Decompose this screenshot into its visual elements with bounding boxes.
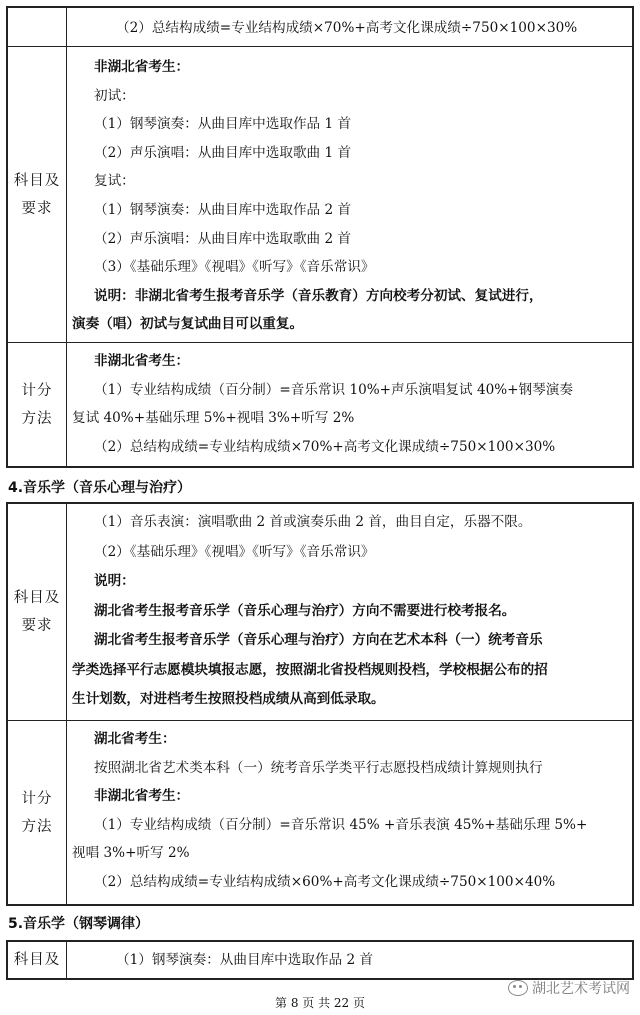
section-4-title: 4.音乐学（音乐心理与治疗） bbox=[8, 480, 192, 496]
content-line: 按照湖北省艺术类本科（一）统考音乐学类平行志愿投档成绩计算规则执行 bbox=[94, 759, 543, 776]
scoring-content bbox=[72, 343, 626, 467]
content-line: （1）钢琴演奏：从曲目库中选取作品 2 首 bbox=[116, 952, 374, 968]
table-row bbox=[8, 8, 632, 46]
label-part: 方法 bbox=[21, 411, 53, 427]
watermark-text: 湖北艺术考试网 bbox=[532, 981, 630, 997]
page-footer: 第 8 页 共 22 页 bbox=[275, 996, 365, 1010]
content-line: 复试： bbox=[94, 173, 135, 190]
subjects-label: 科目及 bbox=[8, 942, 67, 978]
content-line: 非湖北省考生： bbox=[94, 353, 190, 369]
scoring-label bbox=[8, 343, 67, 467]
content-line: （2）总结构成绩=专业结构成绩×70%+高考文化课成绩÷750×100×30% bbox=[94, 438, 556, 455]
content-line: 非湖北省考生： bbox=[94, 59, 190, 75]
subjects-content bbox=[72, 504, 626, 720]
label-part: 计分 bbox=[21, 791, 53, 807]
subjects-content bbox=[72, 942, 626, 978]
label-part: 计分 bbox=[21, 383, 53, 399]
table-row bbox=[8, 342, 632, 467]
label-part: 科目及 bbox=[13, 173, 61, 189]
table-block-3 bbox=[6, 940, 634, 980]
content-line: （1）音乐表演：演唱歌曲 2 首或演奏乐曲 2 首，曲目自定，乐器不限。 bbox=[94, 514, 532, 530]
content-line: 演奏（唱）初试与复试曲目可以重复。 bbox=[72, 316, 304, 333]
content-line: 初试： bbox=[94, 87, 135, 104]
content-line: （2）《基础乐理》《视唱》《听写》《音乐常识》 bbox=[94, 543, 375, 560]
table-block-1 bbox=[6, 6, 634, 468]
content-line: （3）《基础乐理》《视唱》《听写》《音乐常识》 bbox=[94, 259, 375, 276]
content-line: 生计划数，对进档考生按照投档成绩从高到低录取。 bbox=[72, 691, 385, 707]
content-line: 视唱 3%+听写 2% bbox=[72, 845, 190, 862]
content-line: 非湖北省考生： bbox=[94, 788, 190, 805]
content-line: 湖北省考生报考音乐学（音乐心理与治疗）方向不需要进行校考报名。 bbox=[94, 602, 516, 619]
content-line: （2）总结构成绩=专业结构成绩×60%+高考文化课成绩÷750×100×40% bbox=[94, 874, 556, 890]
content-line: 说明：非湖北省考生报考音乐学（音乐教育）方向校考分初试、复试进行， bbox=[94, 287, 543, 304]
table-row bbox=[8, 942, 632, 978]
content-line: （1）专业结构成绩（百分制）=音乐常识 45% +音乐表演 45%+基础乐理 5%+ bbox=[94, 816, 588, 833]
scoring-content bbox=[72, 721, 626, 905]
content-line: （1）专业结构成绩（百分制）=音乐常识 10%+声乐演唱复试 40%+钢琴演奏 bbox=[94, 381, 573, 398]
content-line: （2）声乐演唱：从曲目库中选取歌曲 1 首 bbox=[94, 144, 352, 161]
subjects-label bbox=[8, 504, 67, 720]
content-line: 学类选择平行志愿模块填报志愿，按照湖北省投档规则投档，学校根据公布的招 bbox=[72, 661, 548, 678]
content-line: （1）钢琴演奏：从曲目库中选取作品 2 首 bbox=[94, 202, 352, 218]
label-part: 要求 bbox=[21, 201, 53, 217]
content-line: 湖北省考生： bbox=[94, 731, 176, 747]
scoring-label bbox=[8, 721, 67, 905]
table-row bbox=[8, 46, 632, 343]
content-line: 说明： bbox=[94, 573, 135, 589]
label-part: 方法 bbox=[21, 819, 53, 835]
empty-label-cell bbox=[8, 8, 67, 46]
content-line: （1）钢琴演奏：从曲目库中选取作品 1 首 bbox=[94, 116, 352, 133]
row-body bbox=[72, 8, 626, 46]
table-block-2 bbox=[6, 502, 634, 906]
total-score-line: （2）总结构成绩=专业结构成绩×70%+高考文化课成绩÷750×100×30% bbox=[116, 20, 578, 36]
table-row bbox=[8, 720, 632, 905]
content-line: （2）声乐演唱：从曲目库中选取歌曲 2 首 bbox=[94, 230, 352, 247]
label-part: 科目及 bbox=[13, 590, 61, 606]
table-row bbox=[8, 504, 632, 720]
content-line: 湖北省考生报考音乐学（音乐心理与治疗）方向在艺术本科（一）统考音乐 bbox=[94, 632, 543, 648]
content-line: 复试 40%+基础乐理 5%+视唱 3%+听写 2% bbox=[72, 410, 355, 426]
subjects-content bbox=[72, 47, 626, 343]
subjects-label bbox=[8, 47, 67, 343]
section-5-title: 5.音乐学（钢琴调律） bbox=[8, 916, 150, 932]
label-part: 要求 bbox=[21, 618, 53, 634]
